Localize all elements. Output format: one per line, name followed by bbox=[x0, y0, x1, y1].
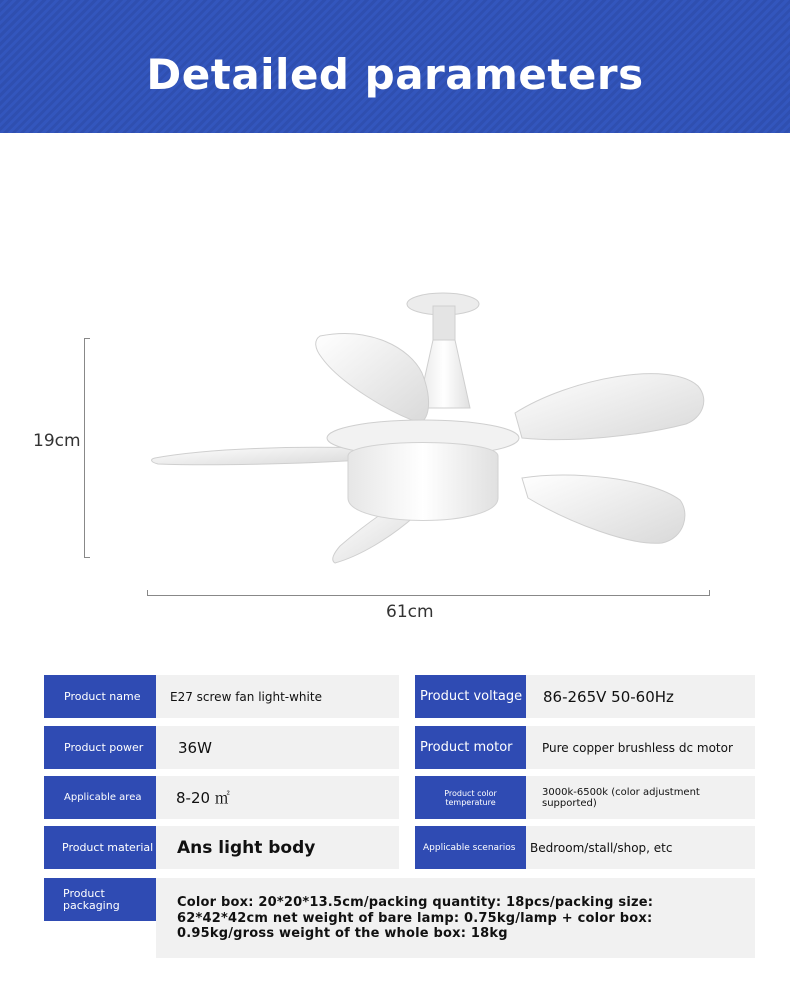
value-product-name-text: E27 screw fan light-white bbox=[170, 689, 322, 704]
label-product-name bbox=[44, 675, 156, 718]
label-applicable-scenarios bbox=[415, 826, 526, 869]
height-label: 19cm bbox=[33, 431, 81, 451]
label-product-material-text: Product material bbox=[62, 841, 154, 854]
label-product-power bbox=[44, 726, 156, 769]
label-product-motor bbox=[415, 726, 526, 769]
value-applicable-area-text: 8-20 ㎡ bbox=[176, 789, 230, 807]
value-product-name bbox=[156, 675, 399, 718]
value-product-motor bbox=[526, 726, 755, 769]
label-product-voltage bbox=[415, 675, 526, 718]
label-product-power-text: Product power bbox=[64, 741, 144, 754]
value-product-power-text: 36W bbox=[178, 738, 212, 757]
value-product-color-temperature-text: 3000k-6500k (color adjustment supported) bbox=[542, 786, 700, 809]
label-applicable-area bbox=[44, 776, 156, 819]
value-product-voltage-text: 86-265V 50-60Hz bbox=[543, 687, 674, 706]
value-product-packaging bbox=[156, 878, 755, 958]
ceiling-fan-image bbox=[150, 288, 710, 573]
label-product-name-text: Product name bbox=[64, 690, 141, 703]
label-applicable-area-text: Applicable area bbox=[64, 792, 142, 803]
label-applicable-scenarios-text: Applicable scenarios bbox=[423, 842, 516, 853]
value-applicable-scenarios-text: Bedroom/stall/shop, etc bbox=[530, 840, 673, 855]
page-title: Detailed parameters bbox=[146, 50, 644, 99]
label-product-material bbox=[44, 826, 156, 869]
height-dimension-line bbox=[84, 338, 90, 558]
label-product-motor-text: Product motor bbox=[420, 740, 513, 755]
value-product-motor-text: Pure copper brushless dc motor bbox=[542, 740, 733, 755]
value-applicable-area bbox=[156, 776, 399, 819]
value-product-color-temperature bbox=[526, 776, 755, 819]
label-product-packaging-text: Product packaging bbox=[63, 886, 120, 912]
value-product-material bbox=[156, 826, 399, 869]
label-product-color-temperature-text: Product color temperature bbox=[444, 788, 497, 807]
value-product-material-text: Ans light body bbox=[177, 837, 316, 858]
value-product-voltage bbox=[526, 675, 755, 718]
width-label: 61cm bbox=[386, 602, 434, 622]
value-applicable-scenarios bbox=[526, 826, 755, 869]
label-product-color-temperature bbox=[415, 776, 526, 819]
header-banner bbox=[0, 0, 790, 133]
label-product-packaging bbox=[44, 878, 156, 921]
width-dimension-line bbox=[147, 590, 710, 596]
value-product-packaging-text: Color box: 20*20*13.5cm/packing quantity: 18pcs/packing size: 62*42*42cm net weight of bare lamp: 0.75kg/lamp + color box: 0.95kg/gross weight of the whole box: 18kg bbox=[177, 895, 654, 941]
value-product-power bbox=[156, 726, 399, 769]
label-product-voltage-text: Product voltage bbox=[420, 689, 523, 704]
